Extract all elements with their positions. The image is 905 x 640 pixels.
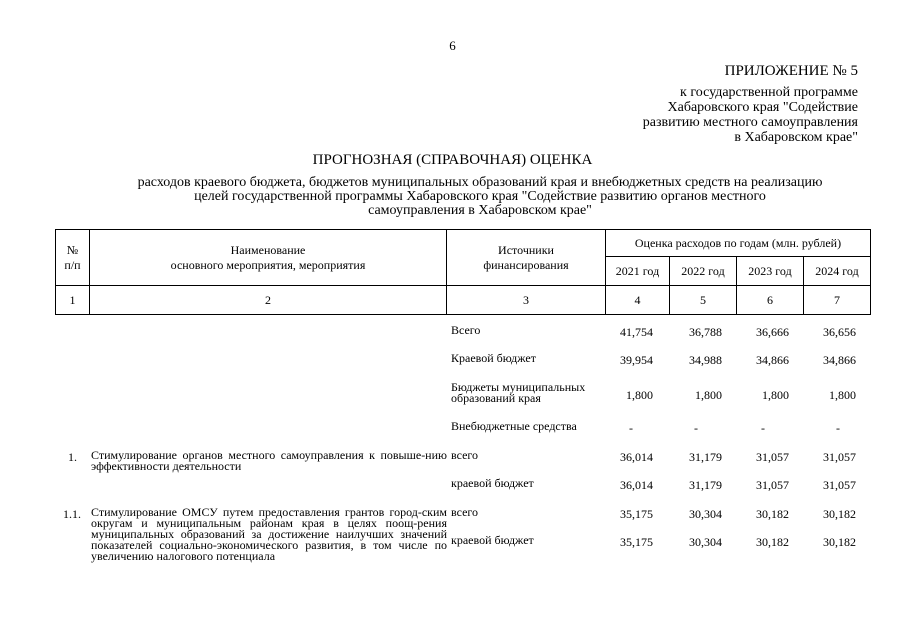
column-number: 7 (804, 286, 871, 315)
appendix-line: в Хабаровском крае" (734, 130, 858, 145)
value-cell: 41,754 (620, 325, 653, 339)
header-source (447, 230, 606, 286)
header-year: 2024 год (804, 257, 871, 286)
header-year: 2021 год (606, 257, 670, 286)
source-cell: Всего (451, 323, 481, 337)
source-cell: Внебюджетные средства (451, 419, 577, 433)
value-cell: 30,182 (756, 535, 789, 549)
subheading-line: целей государственной программы Хабаровского края "Содействие развитию органов местного (194, 189, 766, 204)
value-cell: 1,800 (762, 388, 789, 402)
value-cell: 30,304 (689, 507, 722, 521)
value-cell: 35,175 (620, 507, 653, 521)
value-cell: 36,656 (823, 325, 856, 339)
activity-name: Стимулирование органов местного самоуправления к повыше-нию эффективности деятельности (91, 448, 447, 473)
header-num-line: п/п (64, 257, 81, 272)
value-cell: 36,014 (620, 450, 653, 464)
value-cell: 31,179 (689, 450, 722, 464)
value-cell: 36,788 (689, 325, 722, 339)
column-number: 4 (606, 286, 670, 315)
row-number: 1.1. (63, 507, 81, 521)
value-cell: 31,057 (823, 450, 856, 464)
value-cell: 31,057 (823, 478, 856, 492)
value-cell: 31,057 (756, 450, 789, 464)
header-name-line: Наименование (230, 242, 306, 257)
document-heading: ПРОГНОЗНАЯ (СПРАВОЧНАЯ) ОЦЕНКА (312, 152, 593, 168)
source-cell: всего (451, 448, 479, 462)
column-number: 6 (737, 286, 804, 315)
subheading-line: самоуправления в Хабаровском крае" (368, 203, 592, 218)
value-cell: 1,800 (695, 388, 722, 402)
document-subheading (100, 176, 860, 218)
value-cell: 1,800 (626, 388, 653, 402)
source-cell: Бюджеты муниципальных образований края (451, 380, 586, 405)
value-cell: 1,800 (829, 388, 856, 402)
value-cell: 30,182 (756, 507, 789, 521)
page-number: 6 (449, 38, 456, 53)
source-cell: всего (451, 505, 479, 519)
value-cell: - (836, 421, 840, 435)
value-cell: 34,866 (756, 353, 789, 367)
row-number: 1. (68, 450, 77, 464)
header-name-line: основного мероприятия, мероприятия (170, 257, 366, 272)
value-cell: 30,182 (823, 507, 856, 521)
header-num (56, 230, 90, 286)
value-cell: 35,175 (620, 535, 653, 549)
value-cell: 36,014 (620, 478, 653, 492)
table-header (55, 229, 871, 315)
value-cell: - (761, 421, 765, 435)
appendix-line: развитию местного самоуправления (642, 115, 858, 130)
column-number: 2 (90, 286, 447, 315)
value-cell: 39,954 (620, 353, 653, 367)
source-cell: краевой бюджет (451, 533, 534, 547)
value-cell: 30,182 (823, 535, 856, 549)
value-cell: 31,179 (689, 478, 722, 492)
source-cell: краевой бюджет (451, 476, 534, 490)
value-cell: - (694, 421, 698, 435)
source-cell: Краевой бюджет (451, 351, 536, 365)
appendix-title: ПРИЛОЖЕНИЕ № 5 (724, 63, 858, 79)
header-year: 2023 год (737, 257, 804, 286)
appendix-line: Хабаровского края "Содействие (667, 100, 858, 115)
value-cell: 31,057 (756, 478, 789, 492)
header-estimate: Оценка расходов по годам (млн. рублей) (606, 230, 871, 257)
header-name (90, 230, 447, 286)
column-number: 3 (447, 286, 606, 315)
appendix-line: к государственной программе (680, 85, 858, 100)
subheading-line: расходов краевого бюджета, бюджетов муниципальных образований края и внебюджетных средств на реализацию (137, 175, 823, 190)
column-number: 5 (670, 286, 737, 315)
header-year: 2022 год (670, 257, 737, 286)
header-source-line: Источники (498, 242, 554, 257)
value-cell: 30,304 (689, 535, 722, 549)
value-cell: 34,866 (823, 353, 856, 367)
activity-name: Стимулирование ОМСУ путем предоставления грантов город-ским округам и муниципальным районам края в целях поощ-рения муниципальных образований за достижение наилучших значений показателей социально-экономического развития, в том числе по увеличению налогового потенциала (91, 505, 447, 563)
value-cell: - (629, 421, 633, 435)
header-source-line: финансирования (483, 257, 569, 272)
column-number: 1 (56, 286, 90, 315)
value-cell: 34,988 (689, 353, 722, 367)
appendix-block (600, 63, 858, 145)
value-cell: 36,666 (756, 325, 789, 339)
header-num-line: № (66, 242, 79, 257)
